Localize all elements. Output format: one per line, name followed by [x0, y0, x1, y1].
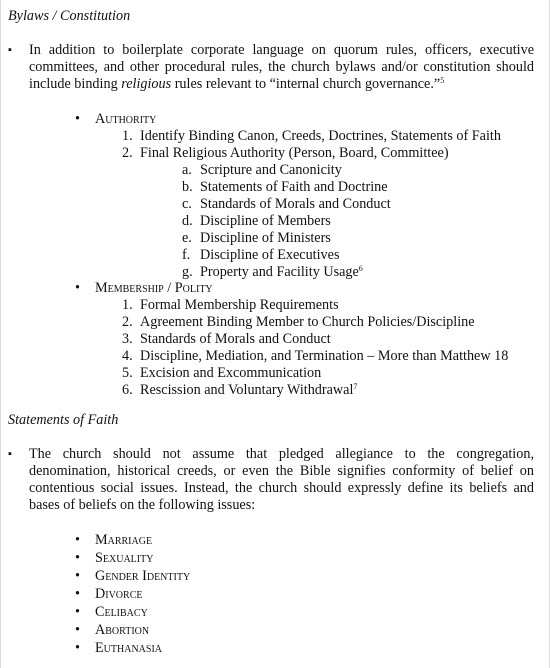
list-item: • Divorce [75, 586, 143, 602]
list-item: b. Statements of Faith and Doctrine [182, 179, 388, 195]
round-bullet-icon: • [75, 640, 80, 656]
list-item: • Euthanasia [75, 640, 162, 656]
paragraph-text: In addition to boilerplate corporate language on quorum rules, officers, executive committees, and other procedural rules, the church bylaws and/or constitution should include binding religious rules relevant to “internal church governance.”$^5$ [29, 42, 534, 92]
list-item: 2. Final Religious Authority (Person, Board, Committee) [122, 145, 449, 161]
list-item: 4. Discipline, Mediation, and Termination – More than Matthew 18 [122, 348, 509, 364]
list-item: • Celibacy [75, 604, 148, 620]
round-bullet-icon: • [75, 622, 80, 638]
paragraph-text: The church should not assume that pledged allegiance to the congregation, denomination, historical creeds, or even the Bible signifies conformity of belief on contentious social issues. Instead, the church should expressly define its beliefs and bases of beliefs on the following issues: [29, 446, 534, 513]
round-bullet-icon: • [75, 604, 80, 620]
square-bullet-icon: ▪ [8, 44, 12, 56]
list-item: • Marriage [75, 532, 153, 548]
section-heading-statements-of-faith: Statements of Faith [8, 412, 119, 428]
section-heading-bylaws: Bylaws / Constitution [8, 8, 131, 24]
round-bullet-icon: • [75, 111, 80, 127]
round-bullet-icon: • [75, 280, 80, 296]
round-bullet-icon: • [75, 550, 80, 566]
paragraph-bylaws [8, 42, 534, 93]
round-bullet-icon: • [75, 532, 80, 548]
list-item: 1. Identify Binding Canon, Creeds, Doctrines, Statements of Faith [122, 128, 501, 144]
round-bullet-icon: • [75, 568, 80, 584]
footnote-ref: 5 [440, 76, 445, 85]
list-item: e. Discipline of Ministers [182, 230, 331, 246]
round-bullet-icon: • [75, 586, 80, 602]
list-item: 6. Rescission and Voluntary Withdrawal$^7$ [122, 382, 358, 398]
footnote-ref: 7 [353, 382, 358, 391]
list-item: • Abortion [75, 622, 150, 638]
square-bullet-icon: ▪ [8, 448, 12, 460]
list-item: g. Property and Facility Usage$^6$ [182, 264, 363, 280]
paragraph-statements [8, 446, 534, 514]
footnote-ref: 6 [358, 264, 363, 273]
list-heading-membership: • Membership / Polity [75, 280, 213, 296]
list-item: a. Scripture and Canonicity [182, 162, 342, 178]
list-item: f. Discipline of Executives [182, 247, 340, 263]
list-item: • Sexuality [75, 550, 154, 566]
list-item: • Gender Identity [75, 568, 191, 584]
list-item: 2. Agreement Binding Member to Church Policies/Discipline [122, 314, 475, 330]
list-item: 1. Formal Membership Requirements [122, 297, 339, 313]
list-item: c. Standards of Morals and Conduct [182, 196, 391, 212]
list-item: 5. Excision and Excommunication [122, 365, 322, 381]
list-heading-authority: • Authority [75, 111, 157, 127]
list-item: d. Discipline of Members [182, 213, 331, 229]
list-item: 3. Standards of Morals and Conduct [122, 331, 331, 347]
